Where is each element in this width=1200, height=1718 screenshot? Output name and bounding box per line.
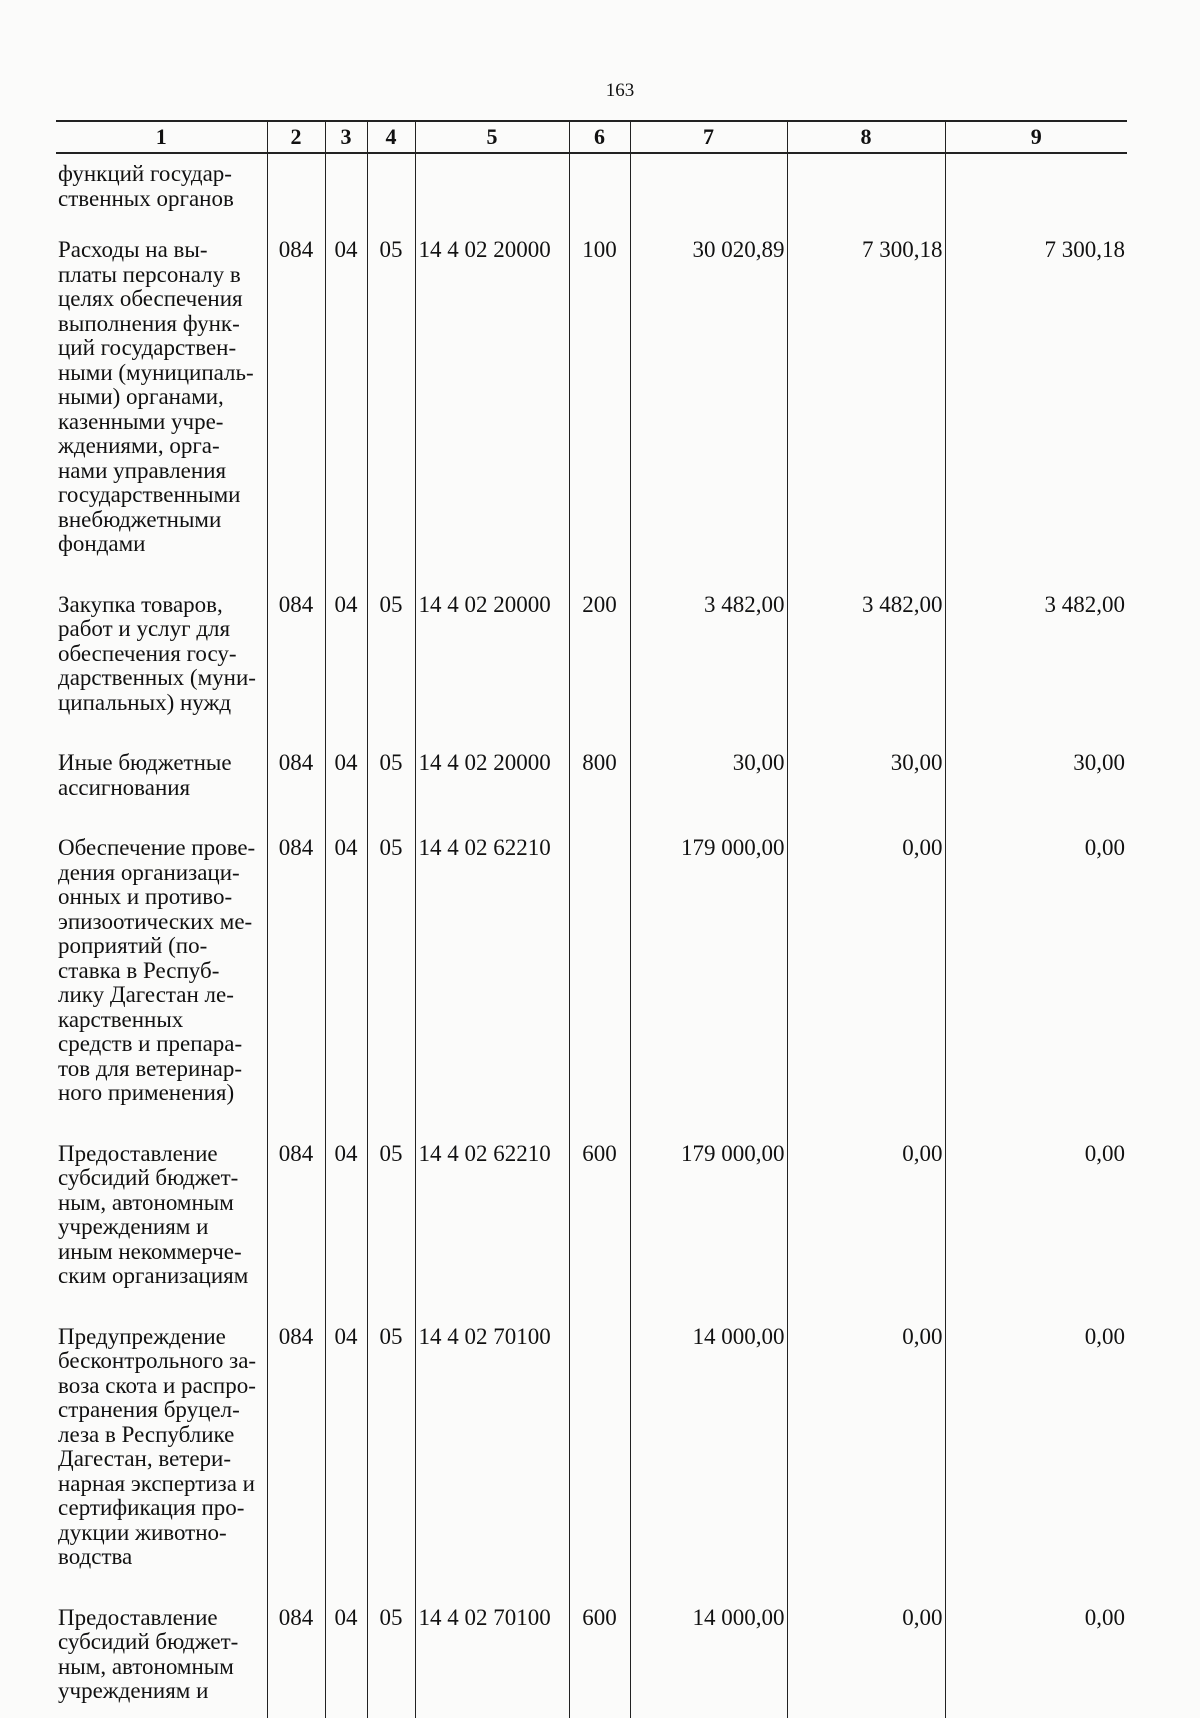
table-body: [56, 153, 1127, 1718]
cell-amount-col9: 3 482,00: [945, 593, 1127, 752]
expense-name-line: Дагестан, ветери-: [58, 1446, 232, 1471]
cell-ministry-code: 084: [267, 836, 325, 1142]
expense-name-line: средств и препара-: [58, 1031, 243, 1056]
cell-section-code: 04: [325, 751, 367, 836]
cell-ministry-code: 084: [267, 1325, 325, 1606]
cell-section-code: 04: [325, 836, 367, 1142]
expense-name-line: функций государ-: [58, 161, 232, 186]
cell-expense-type: [569, 1325, 630, 1606]
expense-name-line: нарная экспертиза и: [58, 1470, 255, 1496]
cell-expense-name: [56, 836, 267, 1142]
expense-name-line: Иные бюджетные: [58, 750, 232, 775]
column-header-9: 9: [945, 121, 1127, 153]
cell-ministry-code: 084: [267, 238, 325, 593]
table-row: [56, 1142, 1127, 1325]
column-header-3: 3: [325, 121, 367, 153]
expense-name-line: Закупка товаров,: [58, 591, 223, 617]
column-header-4: 4: [367, 121, 415, 153]
expense-name-line: онных и противо-: [58, 884, 233, 909]
expense-name-line: платы персоналу в: [58, 261, 241, 287]
expense-name-line: ставка в Респуб-: [58, 957, 220, 983]
expense-name-line: ными (муниципаль-: [58, 359, 254, 385]
cell-ministry-code: 084: [267, 751, 325, 836]
column-header-2: 2: [267, 121, 325, 153]
cell-expense-type: 600: [569, 1606, 630, 1718]
column-header-7: 7: [630, 121, 787, 153]
cell-subsection-code: 05: [367, 1606, 415, 1718]
cell-expense-type: [569, 153, 630, 238]
expense-name-line: бесконтрольного за-: [58, 1348, 257, 1373]
cell-amount-col7: 14 000,00: [630, 1325, 787, 1606]
column-header-6: 6: [569, 121, 630, 153]
cell-ministry-code: 084: [267, 1142, 325, 1325]
expense-name-line: странения бруцел-: [58, 1397, 240, 1422]
table-row: [56, 238, 1127, 593]
expense-name-line: Предоставление: [58, 1604, 218, 1630]
expense-name-line: ций государствен-: [58, 335, 237, 360]
expense-name-line: дарственных (муни-: [58, 665, 256, 690]
expense-name-line: нами управления: [58, 457, 227, 483]
cell-target-article: 14 4 02 70100: [415, 1606, 569, 1718]
table-row: [56, 593, 1127, 752]
expense-name-line: иным некоммерче-: [58, 1238, 242, 1264]
cell-amount-col7: [630, 153, 787, 238]
cell-expense-name: [56, 1606, 267, 1718]
cell-amount-col7: 14 000,00: [630, 1606, 787, 1718]
expense-name-line: сертификация про-: [58, 1495, 245, 1520]
page-number: 163: [605, 80, 635, 101]
table-header-row: [56, 121, 1127, 153]
cell-expense-name: [56, 751, 267, 836]
cell-ministry-code: [267, 153, 325, 238]
expense-name-line: учреждениям и: [58, 1678, 209, 1703]
cell-amount-col8: 0,00: [787, 1325, 945, 1606]
expense-name-line: ским организациям: [58, 1263, 249, 1288]
cell-target-article: 14 4 02 20000: [415, 751, 569, 836]
cell-amount-col9: 0,00: [945, 836, 1127, 1142]
cell-expense-type: 100: [569, 238, 630, 593]
cell-target-article: 14 4 02 20000: [415, 238, 569, 593]
cell-section-code: 04: [325, 1325, 367, 1606]
expense-name-line: Расходы на вы-: [58, 237, 208, 262]
expense-name-line: дукции животно-: [58, 1519, 227, 1545]
cell-subsection-code: 05: [367, 1325, 415, 1606]
expense-name-line: ного применения): [58, 1080, 235, 1105]
budget-table: [56, 120, 1127, 1718]
expense-name-line: Предоставление: [58, 1140, 218, 1166]
table-row: [56, 836, 1127, 1142]
table-row: [56, 153, 1127, 238]
expense-name-line: фондами: [58, 531, 146, 556]
cell-subsection-code: 05: [367, 751, 415, 836]
cell-subsection-code: [367, 153, 415, 238]
cell-expense-type: 600: [569, 1142, 630, 1325]
cell-amount-col7: 30,00: [630, 751, 787, 836]
cell-expense-name: [56, 593, 267, 752]
expense-name-line: субсидий бюджет-: [58, 1165, 239, 1190]
cell-expense-name: [56, 1325, 267, 1606]
table-row: [56, 751, 1127, 836]
cell-amount-col9: 0,00: [945, 1142, 1127, 1325]
cell-amount-col9: 0,00: [945, 1325, 1127, 1606]
cell-amount-col7: 179 000,00: [630, 836, 787, 1142]
expense-name-line: водства: [58, 1544, 133, 1569]
cell-amount-col9: 7 300,18: [945, 238, 1127, 593]
expense-name-line: тов для ветеринар-: [58, 1055, 243, 1081]
cell-expense-type: [569, 836, 630, 1142]
cell-section-code: 04: [325, 1142, 367, 1325]
expense-name-line: внебюджетными: [58, 506, 222, 532]
table-row: [56, 1606, 1127, 1718]
cell-amount-col8: 3 482,00: [787, 593, 945, 752]
expense-name-line: воза скота и распро-: [58, 1372, 256, 1398]
expense-name-line: государственными: [58, 482, 241, 507]
expense-name-line: Обеспечение прове-: [58, 835, 256, 860]
cell-section-code: 04: [325, 1606, 367, 1718]
expense-name-line: леза в Республике: [58, 1421, 235, 1447]
cell-ministry-code: 084: [267, 1606, 325, 1718]
cell-subsection-code: 05: [367, 238, 415, 593]
expense-name-line: ственных органов: [58, 185, 234, 211]
expense-name-line: роприятий (по-: [58, 933, 208, 958]
cell-target-article: 14 4 02 20000: [415, 593, 569, 752]
cell-amount-col8: 7 300,18: [787, 238, 945, 593]
expense-name-line: ждениями, орга-: [58, 433, 220, 458]
expense-name-line: казенными учре-: [58, 408, 224, 434]
cell-subsection-code: 05: [367, 593, 415, 752]
expense-name-line: обеспечения госу-: [58, 640, 237, 666]
cell-amount-col9: [945, 153, 1127, 238]
cell-subsection-code: 05: [367, 1142, 415, 1325]
cell-amount-col7: 179 000,00: [630, 1142, 787, 1325]
column-header-1: 1: [56, 121, 267, 153]
expense-name-line: учреждениям и: [58, 1214, 209, 1239]
expense-name-line: лику Дагестан ле-: [58, 982, 234, 1007]
cell-target-article: 14 4 02 70100: [415, 1325, 569, 1606]
expense-name-line: дения организаци-: [58, 859, 240, 885]
cell-amount-col9: 0,00: [945, 1606, 1127, 1718]
cell-amount-col7: 30 020,89: [630, 238, 787, 593]
column-header-5: 5: [415, 121, 569, 153]
cell-expense-name: [56, 153, 267, 238]
cell-amount-col9: 30,00: [945, 751, 1127, 836]
cell-amount-col7: 3 482,00: [630, 593, 787, 752]
table-row: [56, 1325, 1127, 1606]
expense-name-line: субсидий бюджет-: [58, 1629, 239, 1654]
expense-name-line: карственных: [58, 1006, 184, 1032]
expense-name-line: ассигнования: [58, 774, 191, 800]
expense-name-line: работ и услуг для: [58, 616, 231, 641]
cell-amount-col8: [787, 153, 945, 238]
cell-section-code: 04: [325, 238, 367, 593]
cell-amount-col8: 0,00: [787, 1142, 945, 1325]
expense-name-line: ными) органами,: [58, 384, 224, 409]
cell-amount-col8: 0,00: [787, 1606, 945, 1718]
cell-expense-type: 800: [569, 751, 630, 836]
expense-name-line: целях обеспечения: [58, 286, 243, 311]
expense-name-line: Предупреждение: [58, 1323, 226, 1349]
expense-name-line: ципальных) нужд: [58, 689, 232, 715]
cell-expense-type: 200: [569, 593, 630, 752]
expense-name-line: эпизоотических ме-: [58, 908, 253, 934]
cell-subsection-code: 05: [367, 836, 415, 1142]
cell-expense-name: [56, 1142, 267, 1325]
cell-amount-col8: 30,00: [787, 751, 945, 836]
column-header-8: 8: [787, 121, 945, 153]
cell-ministry-code: 084: [267, 593, 325, 752]
expense-name-line: ным, автономным: [58, 1653, 234, 1679]
expense-name-line: выполнения функ-: [58, 310, 240, 336]
cell-section-code: [325, 153, 367, 238]
cell-target-article: 14 4 02 62210: [415, 1142, 569, 1325]
cell-expense-name: [56, 238, 267, 593]
cell-target-article: 14 4 02 62210: [415, 836, 569, 1142]
cell-target-article: [415, 153, 569, 238]
cell-section-code: 04: [325, 593, 367, 752]
cell-amount-col8: 0,00: [787, 836, 945, 1142]
expense-name-line: ным, автономным: [58, 1189, 234, 1215]
